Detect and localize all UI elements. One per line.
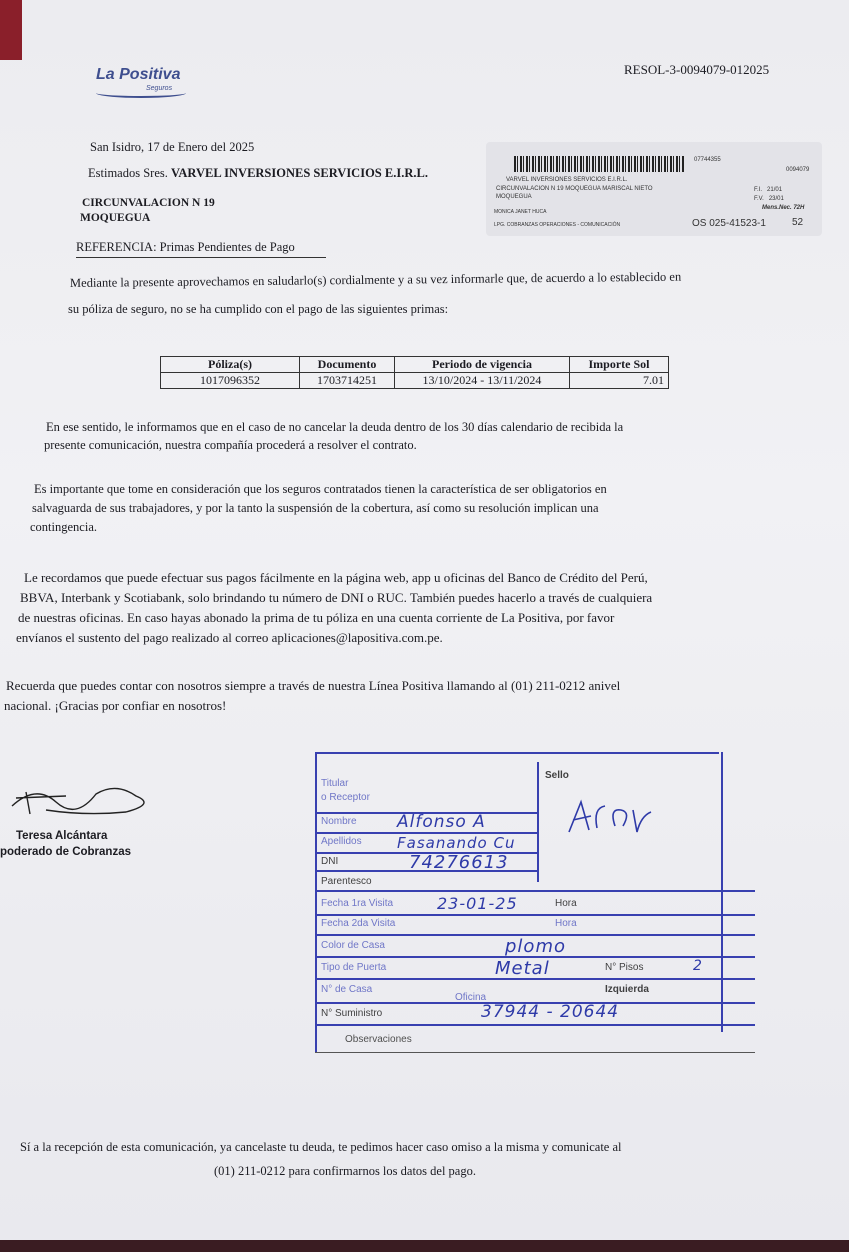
label-address: CIRCUNVALACION N 19 MOQUEGUA MARISCAL NIETO [496,186,653,192]
stamp-observaciones: Observaciones [345,1034,412,1045]
barcode-icon [514,156,684,172]
cell-importe: 7.01 [570,373,669,389]
stamp-color: Color de Casa [321,940,385,951]
p4-line1: Recuerda que puedes contar con nosotros siempre a través de nuestra Línea Positiva llamando al (01) 211-0212 anivel [6,678,621,693]
label-person: MONICA JANET HUCA [494,209,547,215]
table-header-row [161,357,669,373]
logo-sub: Seguros [146,85,173,92]
stamp-oficina: Oficina [455,992,487,1003]
receiver-signature-icon [563,792,673,842]
stamp-fecha1: Fecha 1ra Visita [321,898,394,909]
col-periodo: Periodo de vigencia [395,357,570,373]
fi-value: 21/01 [767,187,783,193]
logo-swoosh [96,88,186,98]
recipient-name: VARVEL INVERSIONES SERVICIOS E.I.R.L. [170,166,428,180]
hw-apellidos: Fasanando Cu [397,834,516,852]
stamp-parentesco: Parentesco [321,876,372,887]
label-mens: Mens.Nec. 72H [762,205,805,211]
stamp-hora2: Hora [555,918,577,929]
stamp-dni: DNI [321,856,339,867]
signer-title: poderado de Cobranzas [0,846,131,858]
hw-fecha: 23-01-25 [437,894,518,913]
cell-periodo: 13/10/2024 - 13/11/2024 [395,373,570,389]
p2-line3: contingencia. [30,520,97,534]
stamp-izquierda: Izquierda [605,984,649,995]
address-line1: CIRCUNVALACION N 19 [82,197,215,209]
label-company: VARVEL INVERSIONES SERVICIOS E.I.R.L. [506,177,628,183]
fv-value: 23/01 [768,196,784,202]
col-importe: Importe Sol [570,357,669,373]
intro-line2: su póliza de seguro, no se ha cumplido con el pago de las siguientes primas: [68,302,449,316]
signature-icon [6,774,166,824]
stamp-receptor: o Receptor [321,792,370,803]
stamp-pisos: N° Pisos [605,962,644,973]
hw-nombre: Alfonso A [397,812,486,832]
p3-line3: de nuestras oficinas. En caso hayas abonado la prima de tu póliza en una cuenta corriente de La Positiva, por favor [18,610,615,625]
resolution-code: RESOL-3-0094079-012025 [624,62,770,77]
p1-line2: presente comunicación, nuestra compañía procederá a resolver el contrato. [44,438,417,452]
place-date: San Isidro, 17 de Enero del 2025 [90,140,255,154]
footer-line1: Sí a la recepción de esta comunicación, ya cancelaste tu deuda, te pedimos hacer caso omiso a la misma y comunicate al [20,1140,622,1154]
stamp-nombre: Nombre [321,816,357,827]
stamp-casa: N° de Casa [321,984,373,995]
p3-line4: envíanos el sustento del pago realizado al correo aplicaciones@lapositiva.com.pe. [16,630,443,645]
p2-line2: salvaguarda de sus trabajadores, y por la tanto la suspensión de la cobertura, así como su resolución implican una [32,501,599,515]
company-logo [96,66,181,92]
table-row [161,373,669,389]
subject: REFERENCIA: Primas Pendientes de Pago [76,238,326,258]
label-os-suffix: 52 [792,217,804,228]
greeting-prefix: Estimados Sres. [88,166,168,180]
p1-line1: En ese sentido, le informamos que en el caso de no cancelar la deuda dentro de los 30 días calendario de recibida la [46,420,624,434]
col-documento: Documento [300,357,395,373]
stamp-bottom-line [315,1052,755,1053]
stamp-fecha2: Fecha 2da Visita [321,918,396,929]
stamp-line [315,890,755,892]
intro-line1: Mediante la presente aprovechamos en saludarlo(s) cordialmente y a su vez informarle que, de acuerdo a lo establecido en [69,269,682,290]
hw-dni: 74276613 [409,852,509,873]
p3-line1: Le recordamos que puede efectuar sus pagos fácilmente en la página web, app u oficinas del Banco de Crédito del Perú, [24,570,648,585]
stamp-puerta: Tipo de Puerta [321,962,387,973]
label-fi [754,186,782,194]
label-fv [754,195,784,203]
stamp-hora1: Hora [555,898,577,909]
address-line2: MOQUEGUA [80,212,151,224]
footer-line2: (01) 211-0212 para confirmarnos los datos del pago. [214,1164,476,1178]
signer-name: Teresa Alcántara [16,830,108,842]
label-os: OS 025-41523-1 [692,218,766,229]
p2-line1: Es importante que tome en consideración que los seguros contratados tienen la característica de ser obligatorios en [34,482,607,496]
stamp-apellidos: Apellidos [321,836,362,847]
hw-suministro: 37944 - 20644 [481,1002,620,1022]
p4-line2: nacional. ¡Gracias por confiar en nosotros! [4,698,227,713]
hw-pisos: 2 [693,958,703,974]
mail-label [486,142,822,236]
cell-documento: 1703714251 [300,373,395,389]
fi-label: F.I. [754,187,763,193]
stamp-left-border [315,752,319,1052]
label-code: 0094079 [786,167,810,173]
background-edge [0,0,22,60]
fv-label: F.V. [754,196,764,202]
label-dept: LPG. COBRANZAS OPERACIONES - COMUNICACIÓN [494,222,621,228]
logo-brand: La Positiva [96,66,181,83]
premiums-table [160,356,669,389]
delivery-stamp [315,752,755,1062]
label-city: MOQUEGUA [496,194,532,200]
label-id: 07744355 [694,157,721,163]
stamp-sello: Sello [545,770,569,781]
stamp-titular: Titular [321,778,349,789]
stamp-right-border [721,752,725,1032]
hw-color: plomo [505,936,566,957]
p3-line2: BBVA, Interbank y Scotiabank, solo brindando tu número de DNI o RUC. También puedes hacerlo a través de cualquiera [20,590,653,605]
col-poliza: Póliza(s) [161,357,300,373]
stamp-line [315,914,755,916]
cell-poliza: 1017096352 [161,373,300,389]
stamp-divider [537,762,541,882]
stamp-top-line [315,752,719,754]
hw-puerta: Metal [495,958,550,979]
greeting [88,164,428,183]
stamp-line [315,1024,755,1026]
stamp-suministro: N° Suministro [321,1008,383,1019]
